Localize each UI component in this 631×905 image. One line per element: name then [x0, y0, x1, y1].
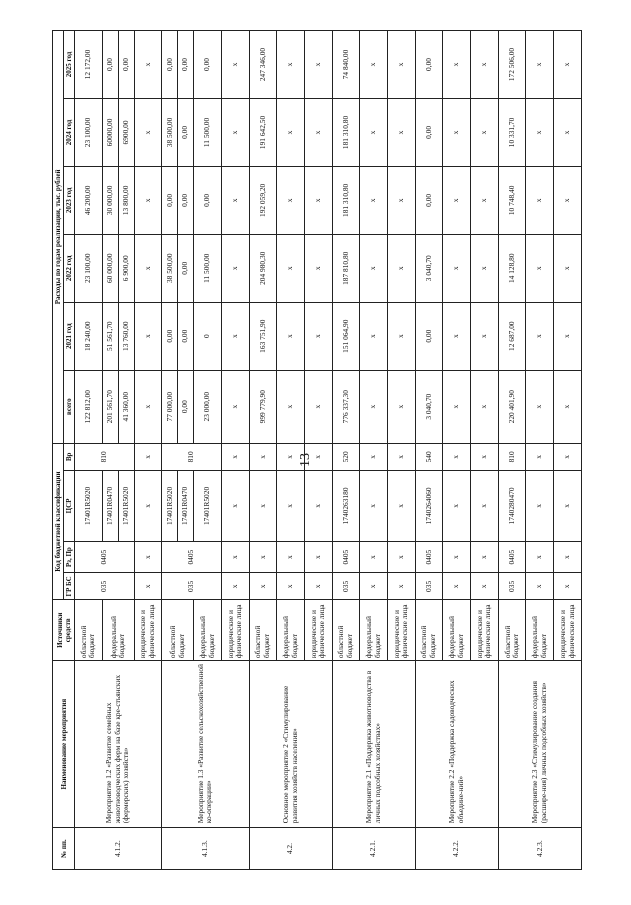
header-total: всего	[64, 370, 75, 443]
row-2022: x	[134, 234, 162, 302]
row-vr: x	[134, 443, 162, 470]
row-2025: x	[443, 31, 471, 99]
row-vr: 520	[332, 443, 360, 470]
row-2023: 30 000,00	[102, 166, 118, 234]
row-2025: x	[134, 31, 162, 99]
row-grbs: x	[554, 573, 582, 600]
row-2021: 0,00	[178, 302, 194, 370]
row-2022: 187 810,80	[332, 234, 360, 302]
header-2022: 2022 год	[64, 234, 75, 302]
row-2022: x	[471, 234, 499, 302]
row-csr: x	[526, 470, 554, 541]
row-csr: x	[277, 470, 305, 541]
row-total: 77 000,00	[162, 370, 178, 443]
row-2023: x	[221, 166, 249, 234]
row-source: федеральный бюджет	[194, 600, 222, 661]
row-csr: 17401R0470	[102, 470, 118, 541]
row-vr: x	[443, 443, 471, 470]
row-source: юридические и физические лица	[221, 600, 249, 661]
row-total: x	[304, 370, 332, 443]
row-2024: 0,00	[178, 99, 194, 167]
row-2025: x	[471, 31, 499, 99]
row-2023: 10 748,40	[498, 166, 526, 234]
row-2022: x	[387, 234, 415, 302]
row-num: 4.2.	[249, 828, 332, 870]
row-csr: x	[443, 470, 471, 541]
header-csr: ЦСР	[64, 470, 75, 541]
row-2024: x	[134, 99, 162, 167]
row-csr: x	[471, 470, 499, 541]
row-2023: 46 200,00	[75, 166, 103, 234]
row-total: x	[526, 370, 554, 443]
row-csr: 1740263180	[332, 470, 360, 541]
row-vr: x	[360, 443, 388, 470]
row-csr: x	[360, 470, 388, 541]
row-2025: 0,00	[178, 31, 194, 99]
row-2023: x	[471, 166, 499, 234]
page-number: 13	[298, 453, 313, 467]
row-2025: 0,00	[102, 31, 118, 99]
row-2024: 181 310,80	[332, 99, 360, 167]
row-csr: 17401R5020	[162, 470, 178, 541]
row-source: федеральный бюджет	[443, 600, 471, 661]
header-grbs: ГР БС	[64, 573, 75, 600]
row-name: Мероприятие 2.3 «Стимулирование создания (расшире-ния) личных подсобных хозяйств»	[498, 661, 581, 828]
row-2025: x	[304, 31, 332, 99]
header-rzpr: Рз, Пр	[64, 541, 75, 572]
row-rzpr: x	[134, 541, 162, 572]
row-source: федеральный бюджет	[360, 600, 388, 661]
table-row	[162, 31, 178, 870]
row-vr: x	[387, 443, 415, 470]
row-num: 4.2.1.	[332, 828, 415, 870]
row-source: областной бюджет	[415, 600, 443, 661]
row-source: юридические и физические лица	[471, 600, 499, 661]
row-vr: 810	[162, 443, 222, 470]
row-name: Мероприятие 1.3 «Развитие сельскохозяйственной ко-операции»	[162, 661, 249, 828]
row-source: федеральный бюджет	[526, 600, 554, 661]
row-name: Мероприятие 1.2 «Развитие семейных животноводческих ферм на базе кре-стьянских (фермерских) хозяйств»	[75, 661, 162, 828]
row-vr: x	[221, 443, 249, 470]
row-2021: 0	[194, 302, 222, 370]
row-2024: x	[554, 99, 582, 167]
row-source: областной бюджет	[75, 600, 103, 661]
row-2022: 0,00	[178, 234, 194, 302]
row-2025: 0,00	[162, 31, 178, 99]
row-grbs: 035	[75, 573, 135, 600]
row-grbs: x	[277, 573, 305, 600]
row-rzpr: x	[526, 541, 554, 572]
row-grbs: 035	[162, 573, 222, 600]
row-source: областной бюджет	[249, 600, 277, 661]
row-total: 0,00	[178, 370, 194, 443]
row-rzpr: 0405	[332, 541, 360, 572]
row-2025: x	[277, 31, 305, 99]
row-2022: x	[221, 234, 249, 302]
row-total: 122 812,00	[75, 370, 103, 443]
row-grbs: x	[387, 573, 415, 600]
row-2023: 0,00	[162, 166, 178, 234]
row-2022: 38 500,00	[162, 234, 178, 302]
row-csr: 17401R0470	[178, 470, 194, 541]
row-source: федеральный бюджет	[102, 600, 134, 661]
row-total: x	[277, 370, 305, 443]
row-2025: x	[221, 31, 249, 99]
row-2022: 14 128,80	[498, 234, 526, 302]
row-total: x	[360, 370, 388, 443]
row-total: 220 401,90	[498, 370, 526, 443]
row-total: x	[134, 370, 162, 443]
row-total: x	[387, 370, 415, 443]
row-2022: x	[277, 234, 305, 302]
row-total: 3 040,70	[415, 370, 443, 443]
row-csr: x	[221, 470, 249, 541]
row-csr: 1740280470	[498, 470, 526, 541]
row-2022: x	[304, 234, 332, 302]
row-2024: 0,00	[415, 99, 443, 167]
row-2024: 11 500,00	[194, 99, 222, 167]
row-2021: 51 561,70	[102, 302, 118, 370]
row-2021: x	[554, 302, 582, 370]
row-grbs: x	[443, 573, 471, 600]
row-source: федеральный бюджет	[277, 600, 305, 661]
row-2021: 12 687,00	[498, 302, 526, 370]
header-2025: 2025 год	[64, 31, 75, 99]
row-2023: x	[134, 166, 162, 234]
row-csr: x	[249, 470, 277, 541]
row-grbs: x	[526, 573, 554, 600]
row-2024: 60000,00	[102, 99, 118, 167]
row-2021: x	[471, 302, 499, 370]
row-total: 776 337,30	[332, 370, 360, 443]
row-2023: x	[443, 166, 471, 234]
row-rzpr: 0405	[415, 541, 443, 572]
row-2023: 192 059,20	[249, 166, 277, 234]
row-2022: 11 500,00	[194, 234, 222, 302]
row-num: 4.2.2.	[415, 828, 498, 870]
row-2025: x	[554, 31, 582, 99]
row-2023: x	[526, 166, 554, 234]
table-row	[249, 31, 277, 870]
row-2024: x	[471, 99, 499, 167]
table-row	[415, 31, 443, 870]
row-rzpr: x	[277, 541, 305, 572]
row-2023: x	[277, 166, 305, 234]
row-2021: x	[277, 302, 305, 370]
row-2021: 163 751,90	[249, 302, 277, 370]
row-2022: 6 900,00	[118, 234, 134, 302]
row-rzpr: 0405	[498, 541, 526, 572]
row-csr: x	[134, 470, 162, 541]
row-2024: x	[304, 99, 332, 167]
row-2021: 13 760,00	[118, 302, 134, 370]
row-2024: 38 500,00	[162, 99, 178, 167]
row-2023: 0,00	[194, 166, 222, 234]
row-2024: x	[443, 99, 471, 167]
row-total: 41 360,00	[118, 370, 134, 443]
row-rzpr: x	[443, 541, 471, 572]
row-grbs: x	[471, 573, 499, 600]
table-row	[75, 31, 103, 870]
row-2021: x	[134, 302, 162, 370]
row-csr: 17401R5020	[75, 470, 103, 541]
row-csr: x	[387, 470, 415, 541]
row-2022: x	[360, 234, 388, 302]
row-2024: x	[277, 99, 305, 167]
row-2025: 0,00	[415, 31, 443, 99]
row-vr: x	[277, 443, 305, 470]
row-2022: x	[443, 234, 471, 302]
row-csr: x	[304, 470, 332, 541]
row-rzpr: x	[249, 541, 277, 572]
table-row	[498, 31, 526, 870]
row-2021: x	[387, 302, 415, 370]
row-source: юридические и физические лица	[554, 600, 582, 661]
row-name: Мероприятие 2.1 «Поддержка животноводства в личных подсобных хозяйствах»	[332, 661, 415, 828]
row-total: x	[443, 370, 471, 443]
row-csr: 1740264060	[415, 470, 443, 541]
row-2024: 191 642,50	[249, 99, 277, 167]
row-2025: 247 346,00	[249, 31, 277, 99]
row-vr: 810	[498, 443, 526, 470]
row-2023: 0,00	[415, 166, 443, 234]
header-2023: 2023 год	[64, 166, 75, 234]
header-source: Источники средств	[53, 600, 75, 661]
row-2021: x	[526, 302, 554, 370]
row-2022: x	[554, 234, 582, 302]
row-grbs: 035	[498, 573, 526, 600]
header-vr: Вр	[64, 443, 75, 470]
row-2021: 0,00	[415, 302, 443, 370]
row-2024: x	[360, 99, 388, 167]
row-vr: 810	[75, 443, 135, 470]
row-grbs: x	[304, 573, 332, 600]
row-2021: 18 240,00	[75, 302, 103, 370]
row-num: 4.2.3.	[498, 828, 581, 870]
row-csr: 17401R5020	[194, 470, 222, 541]
row-vr: x	[526, 443, 554, 470]
header-num: № пп.	[53, 828, 75, 870]
row-rzpr: 0405	[75, 541, 135, 572]
row-2023: 0,00	[178, 166, 194, 234]
row-total: x	[471, 370, 499, 443]
row-source: юридические и физические лица	[304, 600, 332, 661]
row-2024: x	[221, 99, 249, 167]
row-source: областной бюджет	[332, 600, 360, 661]
row-grbs: x	[134, 573, 162, 600]
row-2025: x	[526, 31, 554, 99]
row-total: x	[554, 370, 582, 443]
row-rzpr: x	[221, 541, 249, 572]
row-rzpr: x	[304, 541, 332, 572]
row-2025: 74 840,00	[332, 31, 360, 99]
row-2025: x	[387, 31, 415, 99]
row-grbs: x	[221, 573, 249, 600]
row-vr: x	[554, 443, 582, 470]
row-name: Основное мероприятие 2 «Стимулирование развития хозяйств населения»	[249, 661, 332, 828]
row-2023: x	[304, 166, 332, 234]
row-2023: 13 800,00	[118, 166, 134, 234]
row-rzpr: x	[360, 541, 388, 572]
row-vr: x	[304, 443, 332, 470]
row-2021: 0,00	[162, 302, 178, 370]
row-vr: 540	[415, 443, 443, 470]
row-2021: 151 064,90	[332, 302, 360, 370]
header-name: Наименование мероприятия	[53, 661, 75, 828]
budget-table-container	[52, 30, 582, 870]
header-budget-class: Код бюджетной классификации	[53, 443, 64, 600]
header-2024: 2024 год	[64, 99, 75, 167]
row-2022: 60 000,00	[102, 234, 118, 302]
row-2022: 3 040,70	[415, 234, 443, 302]
row-2021: x	[304, 302, 332, 370]
row-2022: x	[526, 234, 554, 302]
row-total: 999 779,90	[249, 370, 277, 443]
row-total: 23 000,00	[194, 370, 222, 443]
row-name: Мероприятие 2.2 «Поддержка садоводческих объедине-ний»	[415, 661, 498, 828]
header-2021: 2021 год	[64, 302, 75, 370]
row-grbs: x	[249, 573, 277, 600]
row-2025: 0,00	[194, 31, 222, 99]
row-2024: x	[526, 99, 554, 167]
row-vr: x	[471, 443, 499, 470]
row-source: юридические и физические лица	[134, 600, 162, 661]
row-source: юридические и физические лица	[387, 600, 415, 661]
row-2025: 0,00	[118, 31, 134, 99]
row-rzpr: 0405	[162, 541, 222, 572]
row-2022: 204 980,30	[249, 234, 277, 302]
row-grbs: 035	[415, 573, 443, 600]
row-2025: 12 172,00	[75, 31, 103, 99]
row-2021: x	[221, 302, 249, 370]
row-2023: x	[554, 166, 582, 234]
row-grbs: 035	[332, 573, 360, 600]
row-2022: 23 100,00	[75, 234, 103, 302]
row-2025: x	[360, 31, 388, 99]
row-2024: 23 100,00	[75, 99, 103, 167]
table-row	[332, 31, 360, 870]
row-total: 201 561,70	[102, 370, 118, 443]
row-2023: 181 310,80	[332, 166, 360, 234]
row-2021: x	[443, 302, 471, 370]
row-2024: 6900,00	[118, 99, 134, 167]
row-csr: x	[554, 470, 582, 541]
row-rzpr: x	[471, 541, 499, 572]
row-grbs: x	[360, 573, 388, 600]
row-total: x	[221, 370, 249, 443]
row-2025: 172 506,00	[498, 31, 526, 99]
row-vr: x	[249, 443, 277, 470]
row-source: областной бюджет	[162, 600, 194, 661]
row-csr: 17401R5020	[118, 470, 134, 541]
row-2021: x	[360, 302, 388, 370]
row-2023: x	[360, 166, 388, 234]
row-rzpr: x	[554, 541, 582, 572]
row-2024: x	[387, 99, 415, 167]
row-2024: 10 331,70	[498, 99, 526, 167]
row-num: 4.1.2.	[75, 828, 162, 870]
row-2023: x	[387, 166, 415, 234]
header-expenses: Расходы по годам реализации, тыс. рублей	[53, 31, 64, 444]
row-source: областной бюджет	[498, 600, 526, 661]
budget-table	[52, 30, 582, 870]
row-rzpr: x	[387, 541, 415, 572]
row-num: 4.1.3.	[162, 828, 249, 870]
